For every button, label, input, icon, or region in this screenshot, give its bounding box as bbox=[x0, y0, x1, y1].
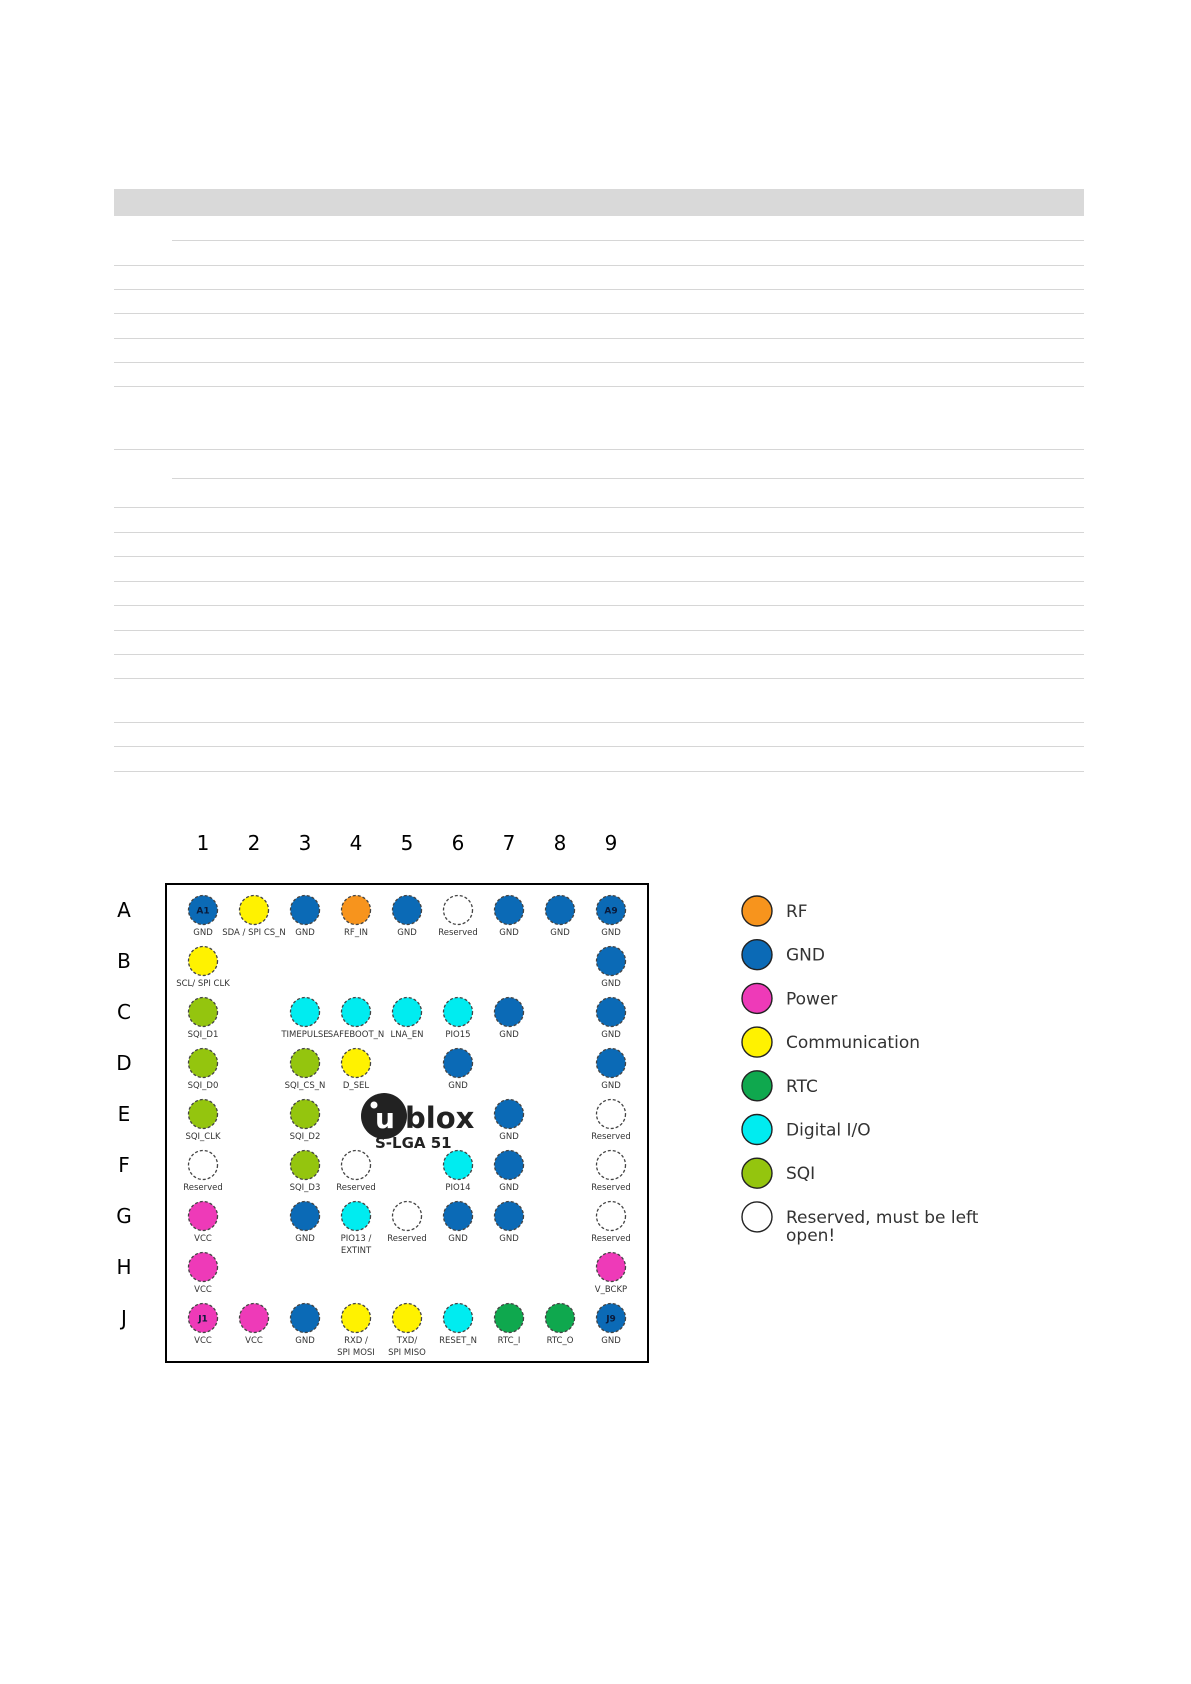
pin-pad bbox=[393, 998, 422, 1027]
pin-pad bbox=[495, 1202, 524, 1231]
column-number: 2 bbox=[247, 831, 261, 855]
pin-pad bbox=[597, 1151, 626, 1180]
pin-label: GND bbox=[295, 928, 315, 938]
pin-G1 bbox=[189, 1202, 218, 1245]
pin-label: GND bbox=[295, 1336, 315, 1346]
pin-C3 bbox=[280, 998, 328, 1041]
pin-label: EXTINT bbox=[340, 1246, 372, 1256]
pin-pad bbox=[444, 1151, 473, 1180]
column-labels bbox=[197, 831, 618, 855]
pin-D6 bbox=[444, 1049, 473, 1092]
pin-label: Reserved bbox=[438, 928, 478, 938]
pin-label: GND bbox=[601, 1081, 621, 1091]
column-number: 1 bbox=[196, 831, 210, 855]
pin-A2 bbox=[222, 896, 286, 939]
pin-pad bbox=[189, 998, 218, 1027]
pin-G3 bbox=[291, 1202, 320, 1245]
pin-G6 bbox=[444, 1202, 473, 1245]
pin-pad bbox=[342, 1202, 371, 1231]
pin-label: SQI_D2 bbox=[289, 1132, 321, 1142]
package-name: S-LGA 51 bbox=[375, 1134, 452, 1152]
pin-label: PIO14 bbox=[445, 1183, 471, 1193]
row-letter: A bbox=[117, 898, 131, 922]
pin-label: GND bbox=[499, 1234, 519, 1244]
pin-label: GND bbox=[550, 928, 570, 938]
pin-pad bbox=[189, 1151, 218, 1180]
pin-pad bbox=[189, 947, 218, 976]
pin-pad bbox=[444, 1049, 473, 1078]
pin-label: GND bbox=[601, 1030, 621, 1040]
column-number: 5 bbox=[400, 831, 414, 855]
pin-pad bbox=[597, 1253, 626, 1282]
pin-B9 bbox=[597, 947, 626, 990]
pin-C7 bbox=[495, 998, 524, 1041]
legend-item bbox=[742, 1027, 920, 1057]
pin-pad bbox=[342, 1304, 371, 1333]
pin-J3 bbox=[291, 1304, 320, 1347]
pin-D4 bbox=[342, 1049, 371, 1092]
pin-pad bbox=[393, 896, 422, 925]
pin-F4 bbox=[336, 1151, 376, 1194]
pin-label: SQI_CLK bbox=[185, 1132, 221, 1142]
pin-label: VCC bbox=[194, 1285, 212, 1295]
legend-swatch bbox=[742, 983, 772, 1013]
legend-label: open! bbox=[786, 1225, 836, 1246]
pin-pad bbox=[546, 1304, 575, 1333]
pin-pad bbox=[495, 1151, 524, 1180]
pin-id: A1 bbox=[196, 906, 210, 917]
pin-J4 bbox=[337, 1304, 375, 1359]
pin-label: GND bbox=[499, 1030, 519, 1040]
pin-label: Reserved bbox=[591, 1132, 631, 1142]
pin-label: TIMEPULSE bbox=[281, 1030, 329, 1040]
pin-pad bbox=[597, 1100, 626, 1129]
pin-pad bbox=[189, 1253, 218, 1282]
pin-label: TXD/ bbox=[396, 1336, 418, 1346]
pin-F7 bbox=[495, 1151, 524, 1194]
pin-label: D_SEL bbox=[342, 1081, 370, 1091]
pin-pad bbox=[291, 1100, 320, 1129]
pin-label: GND bbox=[601, 928, 621, 938]
row-letter: J bbox=[121, 1306, 127, 1330]
pin-label: SQI_CS_N bbox=[284, 1081, 326, 1091]
pin-pad bbox=[291, 1049, 320, 1078]
pin-label: SPI MOSI bbox=[337, 1348, 375, 1358]
pin-pad bbox=[495, 1100, 524, 1129]
pin-J9 bbox=[597, 1304, 626, 1347]
legend-label: SQI bbox=[786, 1164, 816, 1185]
legend-label: Communication bbox=[786, 1033, 920, 1054]
legend-swatch bbox=[742, 896, 772, 926]
pin-pad bbox=[189, 1100, 218, 1129]
pin-H9 bbox=[595, 1253, 627, 1296]
pin-E7 bbox=[495, 1100, 524, 1143]
row-letter: H bbox=[116, 1255, 132, 1279]
pin-pad bbox=[189, 1049, 218, 1078]
column-number: 3 bbox=[298, 831, 312, 855]
row-letter: B bbox=[117, 949, 131, 973]
row-letter: C bbox=[117, 1000, 131, 1024]
pin-pad bbox=[291, 1304, 320, 1333]
pin-pad bbox=[240, 896, 269, 925]
column-number: 7 bbox=[502, 831, 516, 855]
pin-pad bbox=[240, 1304, 269, 1333]
legend-item bbox=[742, 1202, 979, 1246]
pin-label: GND bbox=[601, 1336, 621, 1346]
pin-A1 bbox=[189, 896, 218, 939]
pin-C9 bbox=[597, 998, 626, 1041]
pin-label: SQI_D1 bbox=[187, 1030, 219, 1040]
pin-E1 bbox=[185, 1100, 221, 1143]
pin-id: A9 bbox=[604, 906, 618, 917]
pin-label: LNA_EN bbox=[390, 1030, 424, 1040]
pin-G4 bbox=[341, 1202, 372, 1257]
pin-label: RTC_O bbox=[546, 1336, 574, 1346]
legend-label: RTC bbox=[786, 1076, 818, 1097]
pin-label: GND bbox=[499, 1132, 519, 1142]
pin-B1 bbox=[176, 947, 230, 990]
column-number: 6 bbox=[451, 831, 465, 855]
pin-A4 bbox=[342, 896, 371, 939]
pin-A8 bbox=[546, 896, 575, 939]
pin-label: VCC bbox=[194, 1234, 212, 1244]
pin-D1 bbox=[188, 1049, 219, 1092]
pin-J2 bbox=[240, 1304, 269, 1347]
legend-item bbox=[742, 896, 808, 926]
legend-swatch bbox=[742, 1202, 772, 1232]
pin-J7 bbox=[495, 1304, 524, 1347]
pin-label: RTC_I bbox=[497, 1336, 521, 1346]
pin-pad bbox=[393, 1202, 422, 1231]
pin-label: SDA / SPI CS_N bbox=[222, 928, 286, 938]
row-letter: G bbox=[116, 1204, 132, 1228]
pin-pad bbox=[444, 1202, 473, 1231]
pin-label: GND bbox=[448, 1081, 468, 1091]
pin-C6 bbox=[444, 998, 473, 1041]
pin-label: Reserved bbox=[591, 1183, 631, 1193]
pin-J8 bbox=[546, 1304, 575, 1347]
pin-label: GND bbox=[397, 928, 417, 938]
pin-D3 bbox=[285, 1049, 326, 1092]
legend-label: Power bbox=[786, 989, 838, 1010]
pin-label: RXD / bbox=[344, 1336, 368, 1346]
pin-F6 bbox=[444, 1151, 473, 1194]
pin-id: J1 bbox=[198, 1314, 208, 1325]
pin-label: Reserved bbox=[183, 1183, 223, 1193]
pin-label: SPI MISO bbox=[388, 1348, 426, 1358]
legend-swatch bbox=[742, 1115, 772, 1145]
pin-C4 bbox=[328, 998, 385, 1041]
pin-pad bbox=[495, 998, 524, 1027]
pin-pad bbox=[342, 1049, 371, 1078]
pin-pad bbox=[342, 896, 371, 925]
pin-A9 bbox=[597, 896, 626, 939]
ublox-logo bbox=[361, 1093, 475, 1152]
pin-G9 bbox=[591, 1202, 631, 1245]
pin-pad bbox=[597, 947, 626, 976]
legend-item bbox=[742, 1071, 818, 1101]
legend-swatch bbox=[742, 1158, 772, 1188]
pin-id: J9 bbox=[606, 1314, 616, 1325]
legend-label: GND bbox=[786, 945, 825, 966]
pin-H1 bbox=[189, 1253, 218, 1296]
pin-J1 bbox=[189, 1304, 218, 1347]
pin-G5 bbox=[387, 1202, 427, 1245]
pin-A3 bbox=[291, 896, 320, 939]
pin-label: PIO13 / bbox=[340, 1234, 372, 1244]
column-number: 8 bbox=[553, 831, 567, 855]
pin-pad bbox=[546, 896, 575, 925]
pin-label: RF_IN bbox=[344, 928, 368, 938]
pin-pad bbox=[291, 1202, 320, 1231]
row-letter: D bbox=[116, 1051, 132, 1075]
pin-F9 bbox=[591, 1151, 631, 1194]
pin-label: GND bbox=[295, 1234, 315, 1244]
pin-label: GND bbox=[601, 979, 621, 989]
pin-pad bbox=[342, 1151, 371, 1180]
legend-item bbox=[742, 1115, 871, 1145]
pin-label: SCL/ SPI CLK bbox=[176, 979, 230, 989]
pin-A7 bbox=[495, 896, 524, 939]
pin-J5 bbox=[388, 1304, 426, 1359]
legend-item bbox=[742, 983, 837, 1013]
pin-pad bbox=[189, 1202, 218, 1231]
column-number: 9 bbox=[604, 831, 618, 855]
pin-label: Reserved bbox=[336, 1183, 376, 1193]
pin-label: VCC bbox=[194, 1336, 212, 1346]
pin-pad bbox=[393, 1304, 422, 1333]
pin-label: GND bbox=[448, 1234, 468, 1244]
pin-pad bbox=[597, 1202, 626, 1231]
pin-pad bbox=[444, 896, 473, 925]
pin-G7 bbox=[495, 1202, 524, 1245]
pin-pad bbox=[444, 1304, 473, 1333]
pin-label: V_BCKP bbox=[594, 1285, 628, 1295]
pin-D9 bbox=[597, 1049, 626, 1092]
pin-J6 bbox=[439, 1304, 477, 1347]
pin-label: SQI_D3 bbox=[289, 1183, 321, 1193]
row-letter: E bbox=[117, 1102, 131, 1126]
pin-label: GND bbox=[499, 1183, 519, 1193]
pin-pad bbox=[597, 1049, 626, 1078]
pin-label: GND bbox=[193, 928, 213, 938]
pin-label: VCC bbox=[245, 1336, 263, 1346]
pin-label: Reserved bbox=[591, 1234, 631, 1244]
pin-pad bbox=[291, 998, 320, 1027]
pin-E3 bbox=[290, 1100, 321, 1143]
legend-item bbox=[742, 1158, 815, 1188]
pin-pad bbox=[291, 1151, 320, 1180]
legend-label: Reserved, must be left bbox=[786, 1207, 979, 1228]
pin-pad bbox=[291, 896, 320, 925]
pin-F1 bbox=[183, 1151, 223, 1194]
pin-label: SAFEBOOT_N bbox=[327, 1030, 385, 1040]
pin-label: RESET_N bbox=[439, 1336, 477, 1346]
pin-A6 bbox=[438, 896, 478, 939]
pin-pad bbox=[342, 998, 371, 1027]
pin-C5 bbox=[391, 998, 424, 1041]
pin-C1 bbox=[188, 998, 219, 1041]
logo-letter: u bbox=[375, 1102, 395, 1135]
pin-label: GND bbox=[499, 928, 519, 938]
legend-label: RF bbox=[786, 902, 808, 922]
row-letter: F bbox=[118, 1153, 130, 1177]
pin-pad bbox=[597, 998, 626, 1027]
pin-label: Reserved bbox=[387, 1234, 427, 1244]
column-number: 4 bbox=[349, 831, 363, 855]
legend-swatch bbox=[742, 1071, 772, 1101]
legend-label: Digital I/O bbox=[786, 1120, 871, 1141]
legend bbox=[742, 896, 979, 1246]
pin-E9 bbox=[591, 1100, 631, 1143]
legend-item bbox=[742, 940, 825, 970]
pin-label: PIO15 bbox=[445, 1030, 471, 1040]
pin-pad bbox=[444, 998, 473, 1027]
pin-label: SQI_D0 bbox=[187, 1081, 219, 1091]
logo-wordmark: blox bbox=[405, 1101, 475, 1135]
pin-pad bbox=[495, 896, 524, 925]
pin-pad bbox=[495, 1304, 524, 1333]
pin-A5 bbox=[393, 896, 422, 939]
legend-swatch bbox=[742, 940, 772, 970]
legend-swatch bbox=[742, 1027, 772, 1057]
row-labels bbox=[116, 898, 132, 1330]
pin-F3 bbox=[290, 1151, 321, 1194]
